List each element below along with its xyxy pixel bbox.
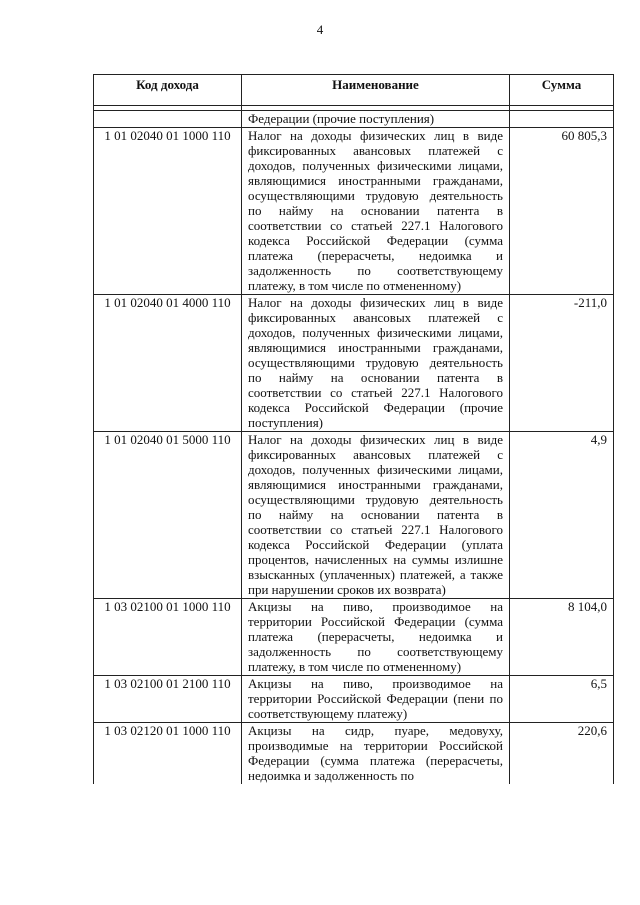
continuation-row [94,111,614,128]
income-code: 1 03 02120 01 1000 110 [94,723,242,785]
table-row [94,723,614,785]
table-header-row [94,75,614,106]
income-name: Акцизы на пиво, производимое на территории Российской Федерации (сумма платежа (перерасчеты, недоимка и задолженность по соответствующему платежу, в том числе по отмененному) [242,599,510,676]
income-code: 1 01 02040 01 5000 110 [94,432,242,599]
continuation-text: Федерации (прочие поступления) [242,111,510,128]
income-sum: 220,6 [510,723,614,785]
income-code: 1 01 02040 01 1000 110 [94,128,242,295]
income-name: Налог на доходы физических лиц в виде фиксированных авансовых платежей с доходов, полученных физическими лицами, являющимися иностранными гражданами, осуществляющими трудовую деятельность по найму на основании патента в соответствии со статьей 227.1 Налогового кодекса Российской Федерации (прочие поступления) [242,295,510,432]
income-name: Акцизы на сидр, пуаре, медовуху, производимые на территории Российской Федерации (сумма платежа (перерасчеты, недоимка и задолженность по [242,723,510,785]
income-sum: 60 805,3 [510,128,614,295]
header-code: Код дохода [94,75,242,106]
table-row [94,599,614,676]
header-sum: Сумма [510,75,614,106]
table-row [94,295,614,432]
income-sum: -211,0 [510,295,614,432]
income-name: Акцизы на пиво, производимое на территории Российской Федерации (пени по соответствующему платежу) [242,676,510,723]
income-sum: 4,9 [510,432,614,599]
income-name: Налог на доходы физических лиц в виде фиксированных авансовых платежей с доходов, полученных физическими лицами, являющимися иностранными гражданами, осуществляющими трудовую деятельность по найму на основании патента в соответствии со статьей 227.1 Налогового кодекса Российской Федерации (сумма платежа (перерасчеты, недоимка и задолженность по соответствующему платежу, в том числе по отмененному) [242,128,510,295]
income-sum: 8 104,0 [510,599,614,676]
header-name: Наименование [242,75,510,106]
income-name: Налог на доходы физических лиц в виде фиксированных авансовых платежей с доходов, полученных физическими лицами, являющимися иностранными гражданами, осуществляющими трудовую деятельность по найму на основании патента в соответствии со статьей 227.1 Налогового кодекса Российской Федерации (уплата процентов, начисленных на суммы излишне взысканных (уплаченных) платежей, а также при нарушении сроков их возврата) [242,432,510,599]
income-sum: 6,5 [510,676,614,723]
table-row [94,128,614,295]
table-row [94,676,614,723]
income-code: 1 01 02040 01 4000 110 [94,295,242,432]
income-code: 1 03 02100 01 2100 110 [94,676,242,723]
page-number: 4 [316,22,324,37]
income-table [93,74,614,784]
table-row [94,432,614,599]
income-code: 1 03 02100 01 1000 110 [94,599,242,676]
